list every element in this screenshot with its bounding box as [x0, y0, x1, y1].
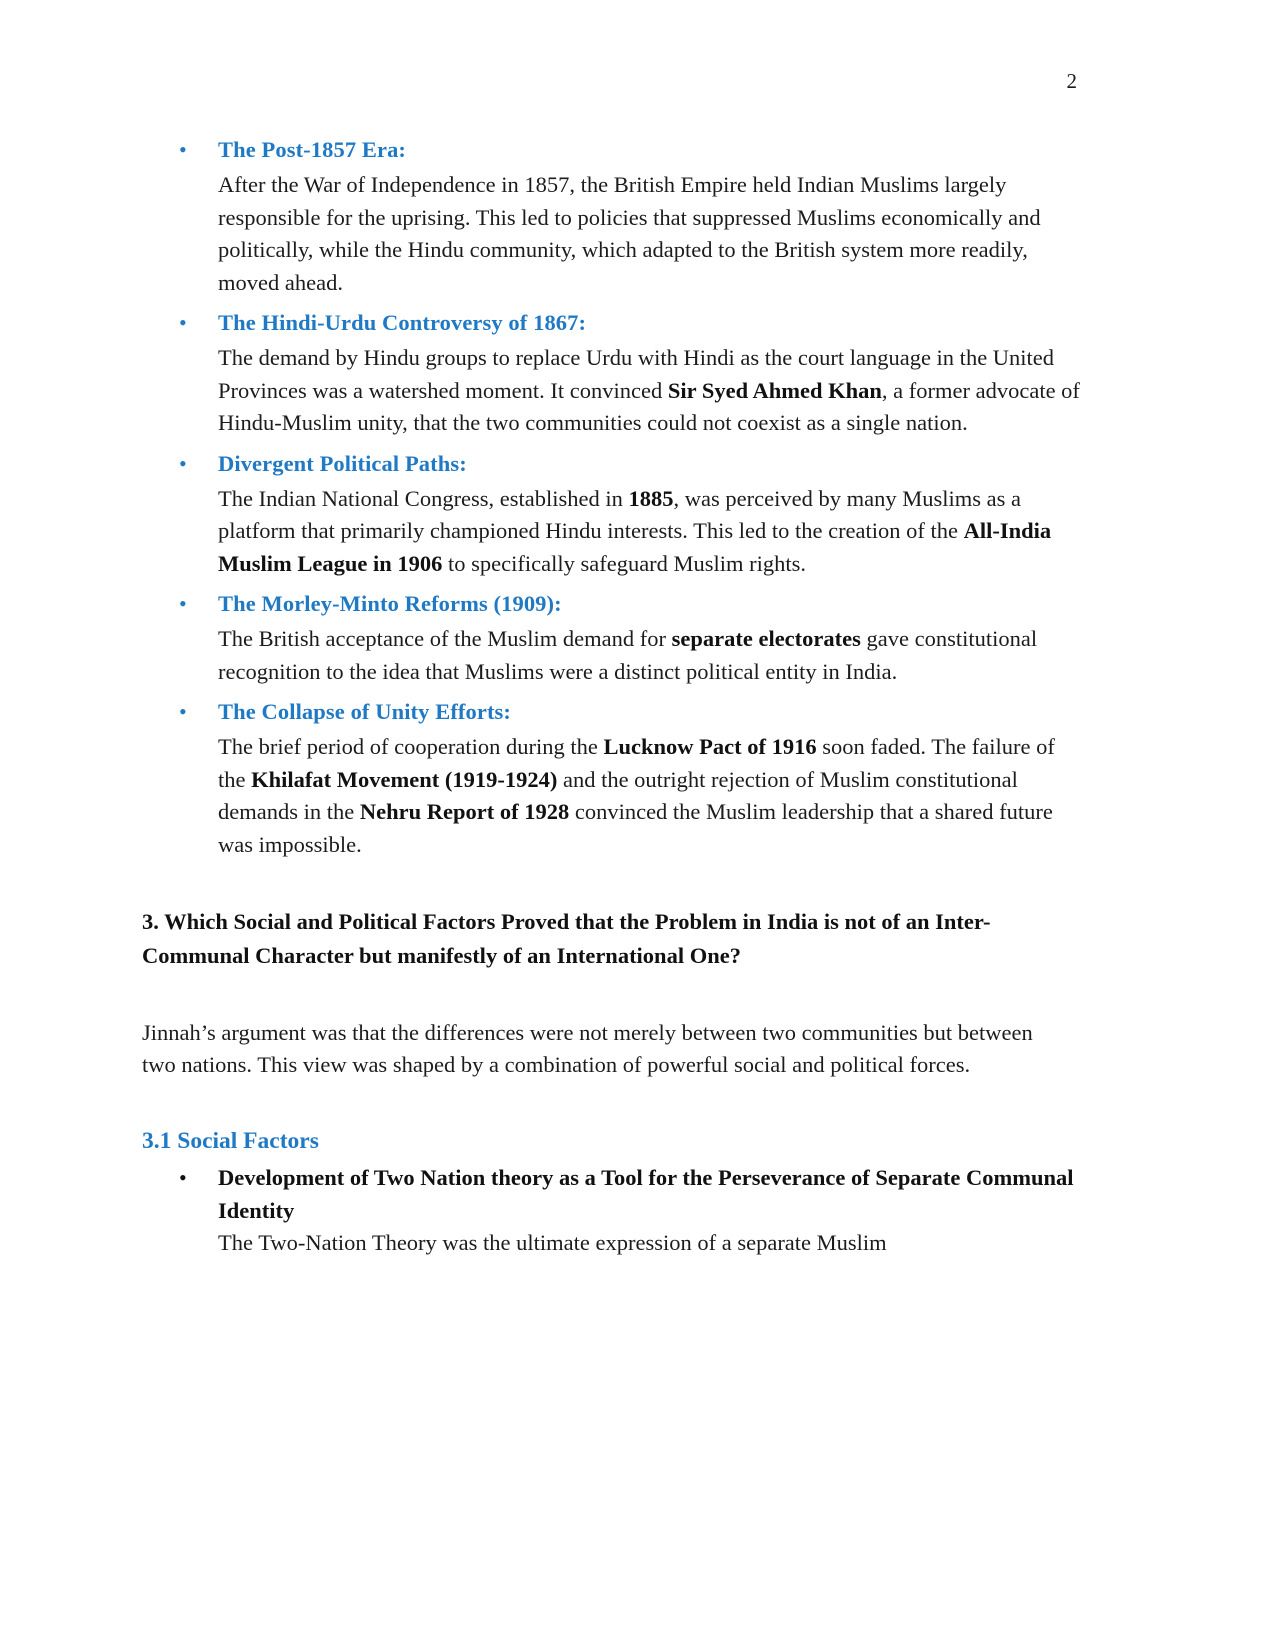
list-item-heading: The Morley-Minto Reforms (1909): [218, 591, 562, 616]
list-item-body: The British acceptance of the Muslim demand for separate electorates gave constitutional recognition to the idea that Muslims were a distinct political entity in India. [218, 626, 1038, 684]
page-content [142, 133, 1082, 1260]
section-question-heading: 3. Which Social and Political Factors Proved that the Problem in India is not of an Inter-Communal Character but manifestly of an International One? [142, 909, 991, 968]
list-item [142, 1161, 1082, 1260]
list-item-body: The brief period of cooperation during the Lucknow Pact of 1916 soon faded. The failure of the Khilafat Movement (1919-1924) and the outright rejection of Muslim constitutional demands in the Nehru Report of 1928 convinced the Muslim leadership that a shared future was impossible. [218, 734, 1055, 857]
social-factors-list [142, 1161, 1082, 1260]
list-item-heading: The Hindi-Urdu Controversy of 1867: [218, 310, 587, 335]
bullet-icon: • [179, 699, 187, 724]
list-item-body: The demand by Hindu groups to replace Urdu with Hindi as the court language in the United Provinces was a watershed moment. It convinced Sir Syed Ahmed Khan, a former advocate of Hindu-Muslim unity, that the two communities could not coexist as a single nation. [218, 345, 1080, 435]
list-item [142, 306, 1082, 440]
list-item-heading: Divergent Political Paths: [218, 450, 467, 476]
list-item-heading: The Post-1857 Era: [218, 137, 407, 162]
list-item [142, 695, 1082, 861]
section-intro-paragraph: Jinnah’s argument was that the differences were not merely between two communities but between two nations. This view was shaped by a combination of powerful social and political forces. [142, 1020, 1033, 1077]
subsection-heading-social-factors: 3.1 Social Factors [142, 1128, 319, 1154]
bullet-icon: • [179, 137, 187, 162]
list-item-heading: Development of Two Nation theory as a Tool for the Perseverance of Separate Communal Identity [218, 1165, 1074, 1223]
list-item-body: After the War of Independence in 1857, the British Empire held Indian Muslims largely responsible for the uprising. This led to policies that suppressed Muslims economically and politically, while the Hindu community, which adapted to the British system more readily, moved ahead. [218, 172, 1041, 295]
bullet-icon: • [179, 1165, 187, 1190]
list-item [142, 133, 1082, 299]
list-item [142, 587, 1082, 688]
list-item-body: The Two-Nation Theory was the ultimate expression of a separate Muslim [218, 1230, 887, 1255]
list-item-body: The Indian National Congress, established in 1885, was perceived by many Muslims as a platform that primarily championed Hindu interests. This led to the creation of the All-India Muslim League in 1906 to specifically safeguard Muslim rights. [218, 485, 1052, 576]
list-item [142, 447, 1082, 581]
bullet-icon: • [179, 310, 187, 335]
bullet-icon: • [179, 450, 187, 476]
page-number: 2 [1066, 69, 1077, 93]
list-item-heading: The Collapse of Unity Efforts: [218, 699, 511, 724]
historical-factors-list [142, 133, 1082, 861]
bullet-icon: • [179, 591, 187, 616]
